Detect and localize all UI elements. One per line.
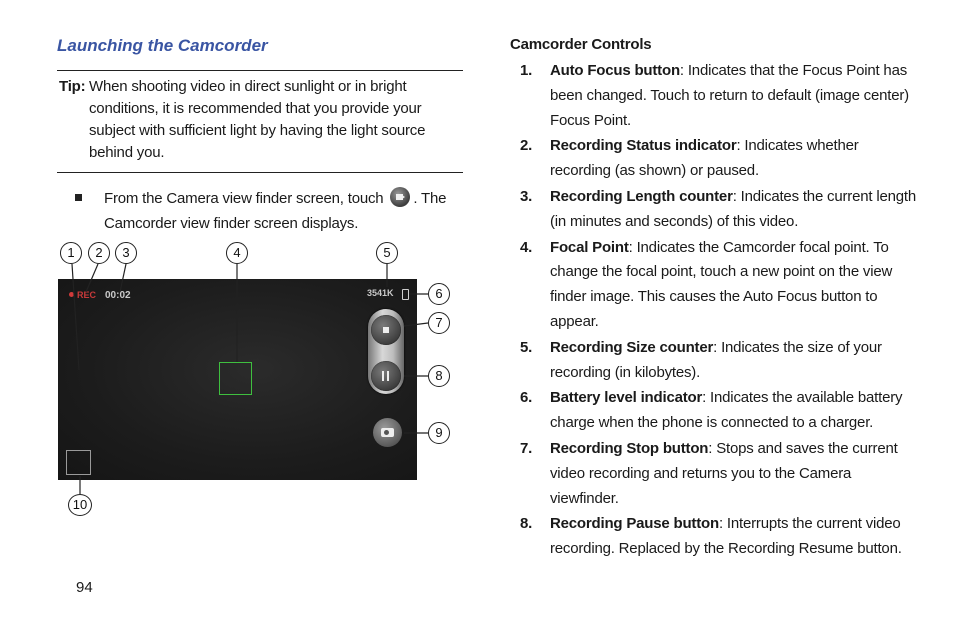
- item-term: Auto Focus button: [550, 62, 680, 79]
- divider-top: [57, 70, 463, 71]
- item-number: 8.: [520, 515, 533, 533]
- item-description: : Indicates the size of your recording (in kilobytes).: [550, 338, 882, 381]
- item-term: Recording Pause button: [550, 515, 719, 533]
- item-description: : Indicates that the Focus Point has been changed. Touch to return to default (image center) Focus Point.: [550, 62, 909, 129]
- callout-9: 9: [428, 422, 450, 444]
- divider-bottom: [57, 172, 463, 173]
- item-description: : Stops and saves the current video recording and returns you to the Camera viewfinder.: [550, 439, 898, 507]
- callout-6: 6: [428, 283, 450, 305]
- callout-3: 3: [115, 242, 137, 264]
- item-description: : Indicates the current length (in minutes and seconds) of this video.: [550, 187, 916, 230]
- item-number: 2.: [520, 137, 533, 155]
- pause-button[interactable]: [371, 361, 401, 391]
- callout-7: 7: [428, 312, 450, 334]
- square-bullet-icon: [75, 194, 82, 201]
- item-description: : Interrupts the current video recording. Replaced by the Recording Resume button.: [550, 515, 902, 558]
- stop-button[interactable]: [371, 315, 401, 345]
- list-item: [520, 59, 920, 133]
- focal-point[interactable]: [219, 362, 252, 395]
- list-item: [520, 236, 920, 335]
- item-description: : Indicates the Camcorder focal point. To change the focal point, touch a new point on the view finder image. This causes the Auto Focus button to appear.: [550, 238, 893, 330]
- item-number: 4.: [520, 238, 533, 256]
- list-item: [520, 437, 920, 511]
- controls-heading: Camcorder Controls: [510, 36, 652, 53]
- list-item: [520, 134, 920, 184]
- battery-icon: [402, 289, 409, 300]
- item-term: Recording Stop button: [550, 439, 709, 457]
- item-number: 5.: [520, 338, 533, 356]
- instruction-text-before: From the Camera view finder screen, touch: [104, 190, 384, 207]
- tip-label: Tip:: [59, 78, 86, 95]
- item-term: Focal Point: [550, 238, 629, 256]
- tip-text: When shooting video in direct sunlight or in bright conditions, it is recommended that you provide your subject with sufficient light by having the light source behind you.: [89, 78, 426, 161]
- list-item: [520, 185, 920, 235]
- recording-status-indicator: [69, 290, 96, 300]
- instruction-text-after: . The Camcorder view finder screen displays.: [104, 190, 447, 232]
- page-number: 94: [76, 579, 93, 596]
- item-description: : Indicates whether recording (as shown) or paused.: [550, 137, 859, 180]
- item-term: Battery level indicator: [550, 389, 703, 407]
- rec-label: REC: [77, 290, 97, 300]
- camcorder-viewfinder: [58, 279, 417, 480]
- controls-list: [520, 59, 920, 563]
- list-item: [520, 512, 920, 562]
- snapshot-camera-icon[interactable]: [373, 418, 402, 447]
- callout-5: 5: [376, 242, 398, 264]
- item-description: : Indicates the available battery charge when the phone is connected to a charger.: [550, 389, 903, 432]
- camcorder-mode-icon: [390, 187, 410, 207]
- item-term: Recording Length counter: [550, 187, 733, 205]
- section-title: Launching the Camcorder: [57, 36, 268, 55]
- recording-size-counter: 3541K: [367, 288, 394, 298]
- auto-focus-button[interactable]: [66, 450, 91, 475]
- record-dot-icon: [69, 292, 74, 297]
- callout-10: 10: [68, 494, 92, 516]
- instruction-text: [104, 186, 464, 236]
- item-number: 6.: [520, 389, 533, 407]
- item-number: 1.: [520, 62, 533, 79]
- list-item: [520, 336, 920, 386]
- callout-1: 1: [60, 242, 82, 264]
- item-number: 7.: [520, 439, 533, 457]
- list-item: [520, 386, 920, 436]
- recording-length-counter: 00:02: [105, 290, 131, 301]
- item-term: Recording Size counter: [550, 338, 714, 356]
- item-number: 3.: [520, 187, 533, 205]
- callout-2: 2: [88, 242, 110, 264]
- callout-8: 8: [428, 365, 450, 387]
- callout-4: 4: [226, 242, 248, 264]
- item-term: Recording Status indicator: [550, 137, 737, 155]
